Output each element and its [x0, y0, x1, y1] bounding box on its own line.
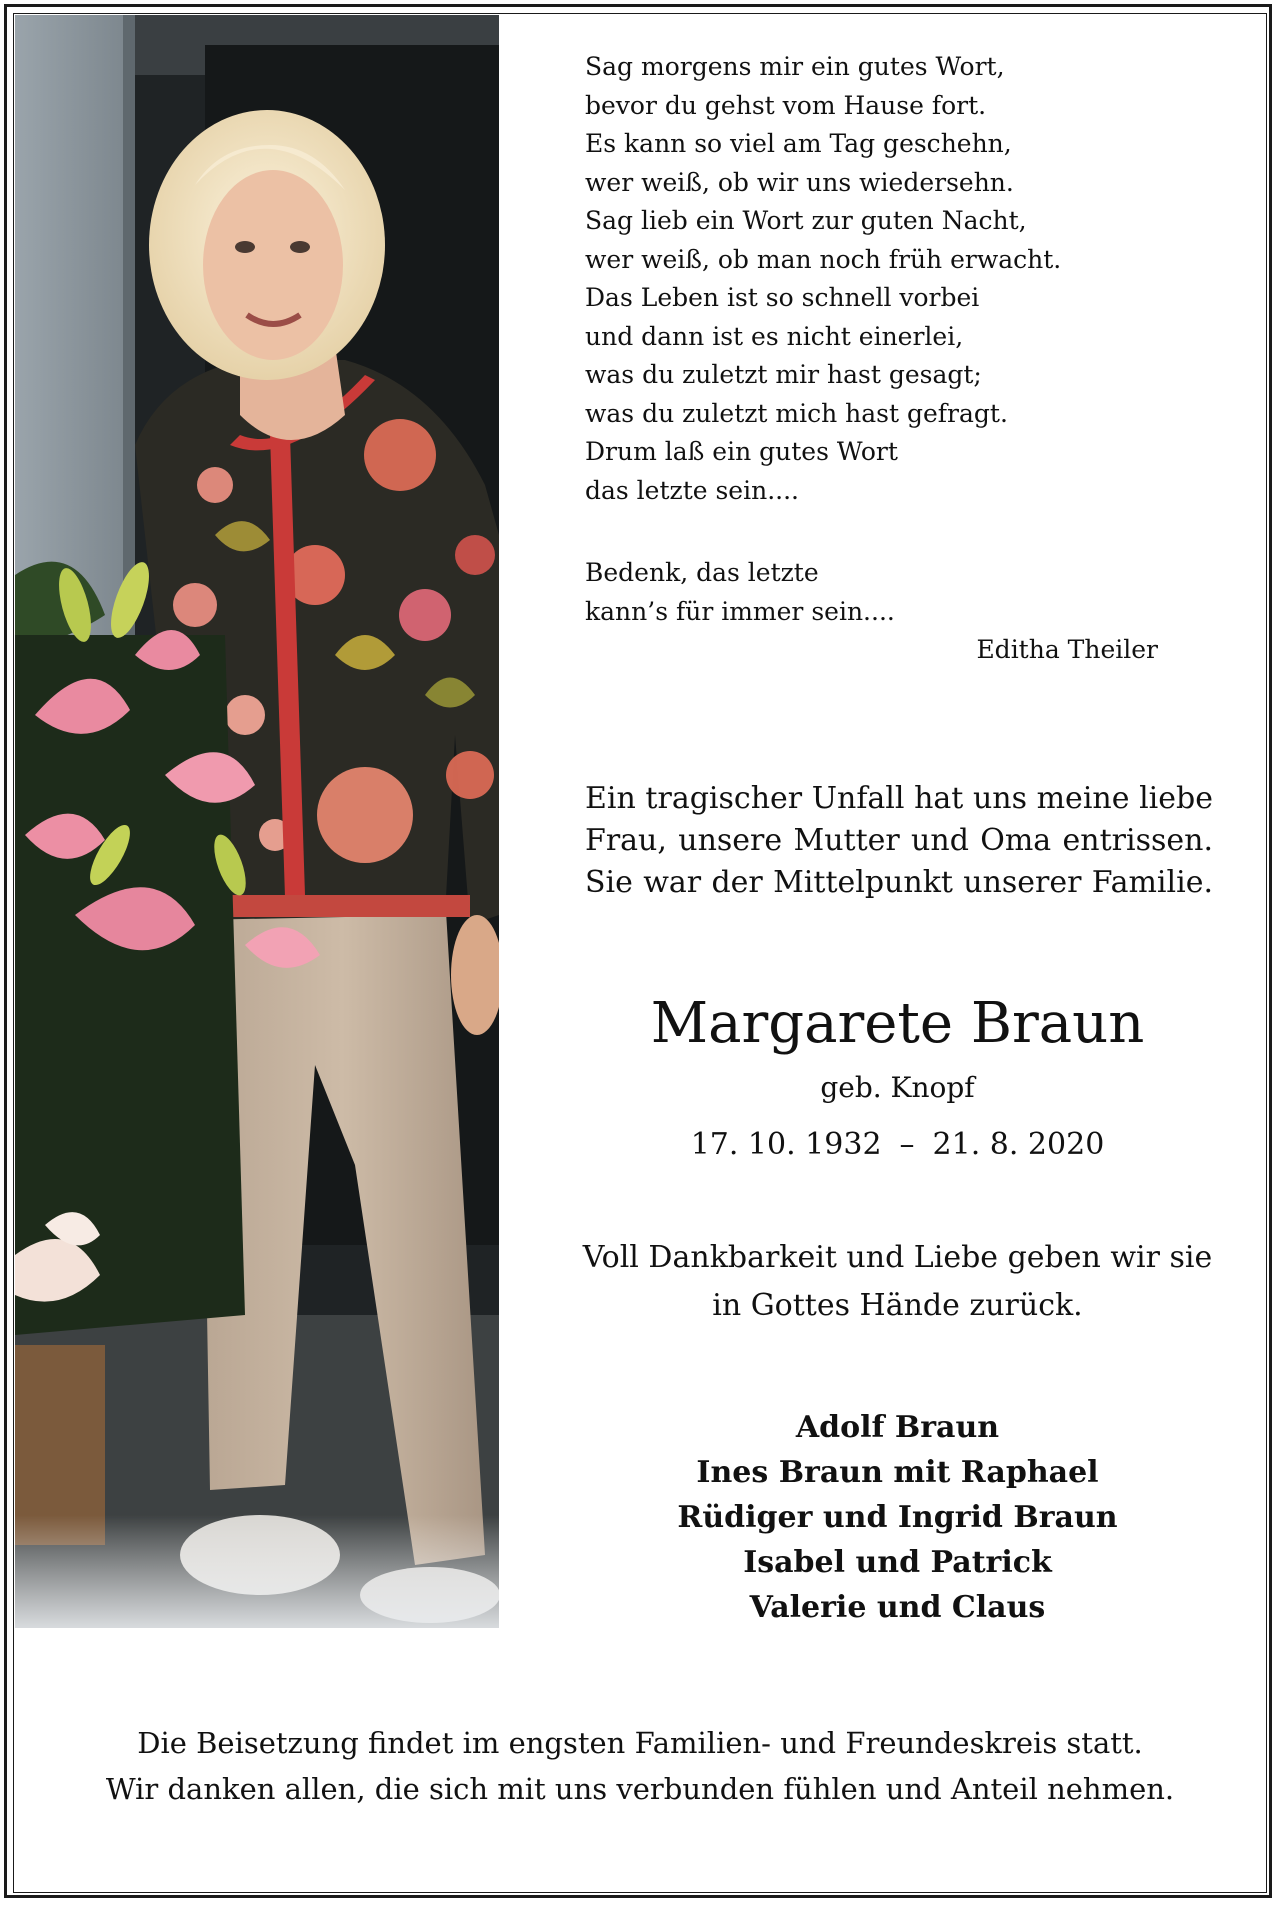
- intro-line: Frau, unsere Mutter und Oma entrissen.: [585, 823, 1213, 858]
- death-date: 21. 8. 2020: [932, 1127, 1105, 1162]
- portrait-photo: [15, 15, 499, 1628]
- family-member: Isabel und Patrick: [743, 1545, 1052, 1580]
- burial-notice: [20, 1720, 1260, 1812]
- intro-text: [585, 778, 1213, 904]
- deceased-name: Margarete Braun: [650, 991, 1145, 1056]
- birth-name: geb. Knopf: [820, 1071, 975, 1104]
- date-dash: –: [899, 1127, 915, 1162]
- family-member: Valerie und Claus: [749, 1590, 1046, 1625]
- thanks-text: [560, 1234, 1235, 1330]
- poem-line: Drum laß ein gutes Wort: [585, 437, 898, 466]
- poem-line: und dann ist es nicht einerlei,: [585, 321, 964, 351]
- family-member: Adolf Braun: [795, 1410, 1000, 1445]
- poem-line: bevor du gehst vom Hause fort.: [585, 90, 987, 120]
- poem-line: Sag lieb ein Wort zur guten Nacht,: [585, 206, 1027, 235]
- thanks-line: Voll Dankbarkeit und Liebe geben wir sie: [582, 1240, 1213, 1275]
- footer-line: Wir danken allen, die sich mit uns verbunden fühlen und Anteil nehmen.: [105, 1772, 1175, 1806]
- family-member: Ines Braun mit Raphael: [696, 1455, 1099, 1490]
- thanks-line: in Gottes Hände zurück.: [712, 1288, 1083, 1323]
- poem-closing-line: Bedenk, das letzte: [585, 558, 819, 587]
- poem-line: das letzte sein....: [585, 475, 799, 505]
- intro-line: Ein tragischer Unfall hat uns meine liebe: [585, 781, 1213, 816]
- poem-author: Editha Theiler: [976, 635, 1158, 664]
- poem-stanza-gap: [585, 510, 1185, 554]
- poem-line: was du zuletzt mich hast gefragt.: [585, 398, 1008, 428]
- poem-closing-line: kann’s für immer sein....: [585, 596, 895, 626]
- poem-line: Sag morgens mir ein gutes Wort,: [585, 52, 1005, 81]
- poem-line: Es kann so viel am Tag geschehn,: [585, 129, 1012, 158]
- poem: [585, 48, 1185, 670]
- family-member: Rüdiger und Ingrid Braun: [677, 1500, 1118, 1535]
- poem-line: Das Leben ist so schnell vorbei: [585, 283, 980, 312]
- birth-date: 17. 10. 1932: [690, 1127, 882, 1162]
- life-dates: [560, 1124, 1235, 1166]
- footer-line: Die Beisetzung findet im engsten Familien- und Freundeskreis statt.: [137, 1726, 1143, 1760]
- poem-line: wer weiß, ob man noch früh erwacht.: [585, 244, 1062, 274]
- intro-line: Sie war der Mittelpunkt unserer Familie.: [585, 865, 1213, 900]
- poem-line: was du zuletzt mir hast gesagt;: [585, 360, 982, 389]
- poem-line: wer weiß, ob wir uns wiedersehn.: [585, 167, 1014, 197]
- family-list: [560, 1405, 1235, 1630]
